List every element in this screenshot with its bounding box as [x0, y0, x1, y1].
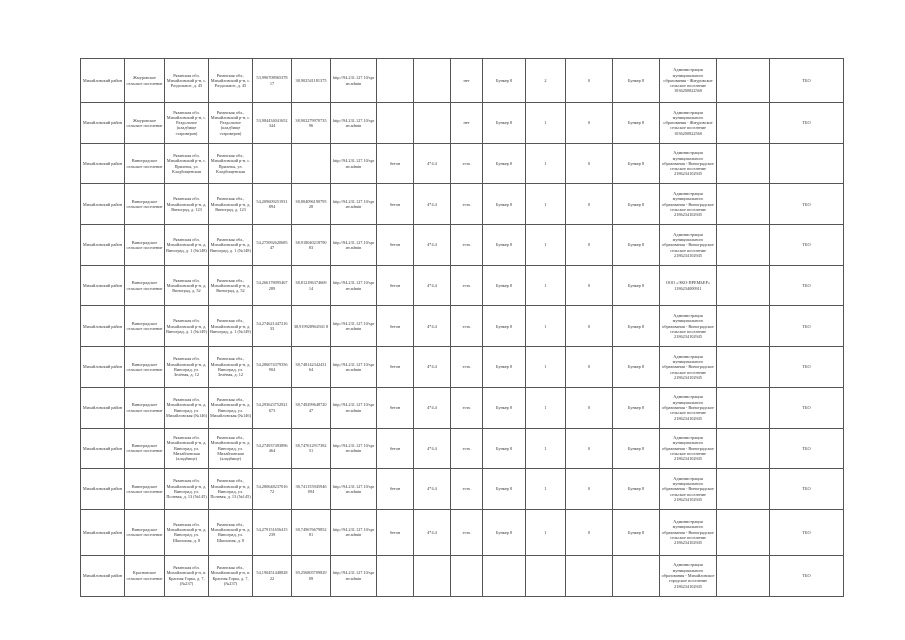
- table-cell: Бункер 8: [613, 184, 660, 225]
- table-cell: бетон: [377, 225, 414, 266]
- table-cell: есть: [451, 387, 483, 428]
- table-cell: бетон: [377, 387, 414, 428]
- table-cell: [717, 387, 770, 428]
- table-cell: 38,748142342431 64: [292, 347, 331, 388]
- table-cell: 4*4.4: [414, 225, 451, 266]
- table-cell: [377, 59, 414, 103]
- table-cell: Рязанская обл., Михайловский р-н, с. Раздольное (кладбище староверов): [209, 103, 253, 144]
- table-cell: есть: [451, 469, 483, 510]
- table-cell: Рязанская обл. Михайловский р-н, с. Раздольное (кладбище староверов): [165, 103, 209, 144]
- table-cell: ТБО: [770, 509, 844, 555]
- table-cell: Михайловский район: [81, 265, 125, 306]
- table-cell: http://94.231.127.10/spr ит.admin: [331, 103, 377, 144]
- table-cell: Рязанская обл. Михайловский р-н, с. Прилепы, ул. Кладбищенская: [165, 143, 209, 184]
- table-cell: 0: [566, 59, 613, 103]
- table-cell: 0: [566, 306, 613, 347]
- table-cell: Администрация муниципального образования - Виноградское сельское поселение 2186234102945: [660, 184, 717, 225]
- table-cell: Администрация муниципального образования - Виноградское сельское поселение 2186234102945: [660, 143, 717, 184]
- table-cell: http://94.231.127.10/spr ит.admin: [331, 143, 377, 184]
- table-cell: 54,274621447216 33: [253, 306, 292, 347]
- table-cell: [414, 59, 451, 103]
- table-cell: Администрация муниципального образования - Жмуровское сельское поселение 1036200822560: [660, 103, 717, 144]
- table-cell: ТБО: [770, 555, 844, 596]
- table-cell: 38,812186374669 14: [292, 265, 331, 306]
- table-cell: Администрация муниципального образования - Виноградское сельское поселение 2186234102945: [660, 428, 717, 469]
- table-cell: 54,279151656415 239: [253, 509, 292, 555]
- table-cell: 1: [526, 347, 566, 388]
- table-cell: бетон: [377, 265, 414, 306]
- table-cell: Рязанская обл. Михайловский р-н, с. Раздольное, д. 45: [165, 59, 209, 103]
- table-cell: 0: [566, 347, 613, 388]
- table-cell: http://94.231.127.10/spr ит.admin: [331, 265, 377, 306]
- table-cell: 1: [526, 184, 566, 225]
- table-cell: Бункер 8: [483, 347, 526, 388]
- table-cell: Рязанская обл., Михайловский р-н, д. Виноград, ул. Школьная, д. 8: [209, 509, 253, 555]
- table-cell: 54,286074379356 904: [253, 347, 292, 388]
- table-cell: есть: [451, 306, 483, 347]
- table-cell: Рязанская обл. Михайловский р-н, д. Виноград, ул. Михайловская (кладбище): [165, 428, 209, 469]
- table-cell: http://94.231.127.10/spr ит.admin: [331, 59, 377, 103]
- table-cell: [717, 265, 770, 306]
- table-cell: [717, 143, 770, 184]
- table-cell: есть: [451, 225, 483, 266]
- table-cell: [377, 103, 414, 144]
- table-cell: Виноградское сельское поселение: [125, 509, 165, 555]
- table-cell: Рязанская обл. Михайловский р-н, д. Виноград, ул. Полевая, д. 13 (№145): [165, 469, 209, 510]
- table-cell: 0: [566, 387, 613, 428]
- table-cell: ТБО: [770, 306, 844, 347]
- table-cell: http://94.231.127.10/spr ит.admin: [331, 428, 377, 469]
- table-cell: 1: [526, 103, 566, 144]
- table-cell: Красновское сельское поселение: [125, 555, 165, 596]
- table-cell: Михайловский район: [81, 306, 125, 347]
- table-cell: [414, 103, 451, 144]
- table-cell: Бункер 8: [483, 59, 526, 103]
- table-cell: ТБО: [770, 59, 844, 103]
- table-cell: http://94.231.127.10/spr ит.admin: [331, 469, 377, 510]
- table-cell: 1: [526, 143, 566, 184]
- table-cell: Виноградское сельское поселение: [125, 184, 165, 225]
- table-cell: Виноградское сельское поселение: [125, 225, 165, 266]
- table-row: [81, 143, 844, 184]
- table-cell: http://94.231.127.10/spr ит.admin: [331, 306, 377, 347]
- table-cell: Михайловский район: [81, 103, 125, 144]
- table-cell: [717, 555, 770, 596]
- table-cell: 4*4.4: [414, 265, 451, 306]
- table-cell: 1: [526, 428, 566, 469]
- table-cell: Михайловский район: [81, 143, 125, 184]
- table-cell: 54,190451448828 22: [253, 555, 292, 596]
- table-cell: [717, 469, 770, 510]
- table-cell: [717, 306, 770, 347]
- table-cell: Рязанская обл., Михайловский р-н, д. Виноград, ул. Зелёная, д. 12: [209, 347, 253, 388]
- table-row: [81, 509, 844, 555]
- table-cell: 0: [566, 428, 613, 469]
- table-cell: ТБО: [770, 387, 844, 428]
- table-cell: Администрация муниципального образования - Михайловское городское поселение 2186234102945: [660, 555, 717, 596]
- table-cell: есть: [451, 347, 483, 388]
- table-cell: Бункер 8: [613, 387, 660, 428]
- table-cell: Бункер 8: [483, 143, 526, 184]
- table-cell: Бункер 8: [613, 265, 660, 306]
- table-cell: Администрация муниципального образования - Виноградское сельское поселение 2186234102945: [660, 225, 717, 266]
- table-cell: 4*4.4: [414, 184, 451, 225]
- table-cell: Бункер 8: [613, 306, 660, 347]
- table-cell: 53,984434041652 344: [253, 103, 292, 144]
- table-cell: бетон: [377, 306, 414, 347]
- table-cell: 4*4.4: [414, 428, 451, 469]
- table-cell: http://94.231.127.10/spr ит.admin: [331, 225, 377, 266]
- table-cell: Администрация муниципального образования - Виноградское сельское поселение 2186234102945: [660, 469, 717, 510]
- table-cell: Бункер 8: [613, 225, 660, 266]
- table-cell: Бункер 8: [483, 103, 526, 144]
- table-cell: Михайловский район: [81, 387, 125, 428]
- table-cell: Рязанская обл. Михайловский р-н, д. Виноград, д. 52: [165, 265, 209, 306]
- table-cell: [483, 555, 526, 596]
- table-cell: 38,741155945946 094: [292, 469, 331, 510]
- table-cell: [717, 59, 770, 103]
- table-cell: 2: [526, 59, 566, 103]
- table-cell: Бункер 8: [613, 509, 660, 555]
- table-cell: http://94.231.127.10/spr ит.admin: [331, 387, 377, 428]
- table-cell: Рязанская обл., Михайловский р-н, д. Виноград, д. 1 (№148): [209, 225, 253, 266]
- table-cell: Бункер 8: [613, 469, 660, 510]
- table-cell: [292, 143, 331, 184]
- table-row: [81, 469, 844, 510]
- table-cell: 4*4.4: [414, 306, 451, 347]
- table-cell: 53,996708965378 17: [253, 59, 292, 103]
- table-cell: Рязанская обл., Михайловский р-н, д. Виноград, д. 1 (№149): [209, 306, 253, 347]
- table-cell: ТБО: [770, 347, 844, 388]
- table-cell: 38,749299648720 47: [292, 387, 331, 428]
- table-cell: Рязанская обл., Михайловский р-н, с. Раздольное, д. 45: [209, 59, 253, 103]
- table-cell: Виноградское сельское поселение: [125, 347, 165, 388]
- table-cell: Рязанская обл. Михайловский р-н, д. Виноград, ул. Зелёная, д. 12: [165, 347, 209, 388]
- table-cell: Бункер 8: [483, 306, 526, 347]
- table-cell: 1: [526, 509, 566, 555]
- table-cell: ТБО: [770, 103, 844, 144]
- table-cell: Виноградское сельское поселение: [125, 387, 165, 428]
- table-cell: бетон: [377, 347, 414, 388]
- table-row: [81, 306, 844, 347]
- table-cell: 38,747612917382 51: [292, 428, 331, 469]
- table-row: [81, 428, 844, 469]
- table-cell: 39,256805709829 09: [292, 555, 331, 596]
- document-sheet: [80, 58, 843, 597]
- table-cell: Бункер 8: [483, 509, 526, 555]
- table-cell: Рязанская обл., Михайловский р-н, п. Красная Горка, д. 7, (№237): [209, 555, 253, 596]
- table-cell: 4*4.4: [414, 387, 451, 428]
- table-cell: Виноградское сельское поселение: [125, 143, 165, 184]
- table-cell: 1: [526, 387, 566, 428]
- table-cell: 54,209609251931 894: [253, 184, 292, 225]
- table-cell: Рязанская обл. Михайловский р-н, д. Виноград, ул. Михайловская (№146): [165, 387, 209, 428]
- table-cell: [451, 555, 483, 596]
- table-row: [81, 555, 844, 596]
- table-cell: 1: [526, 469, 566, 510]
- table-cell: 4*4.4: [414, 469, 451, 510]
- table-cell: [717, 347, 770, 388]
- table-cell: 0: [566, 225, 613, 266]
- table-cell: [253, 143, 292, 184]
- table-cell: нет: [451, 103, 483, 144]
- table-cell: 54,275092620685 47: [253, 225, 292, 266]
- table-cell: ТБО: [770, 469, 844, 510]
- table-cell: Рязанская обл. Михайловский р-н, д. Виноград, д. 1 (№149): [165, 306, 209, 347]
- table-cell: Бункер 8: [613, 347, 660, 388]
- table-cell: Михайловский район: [81, 225, 125, 266]
- table-cell: Жмуровское сельское поселение: [125, 59, 165, 103]
- table-cell: [526, 555, 566, 596]
- table-cell: Бункер 8: [483, 184, 526, 225]
- table-cell: 0: [566, 103, 613, 144]
- table-cell: 38,902279970735 96: [292, 103, 331, 144]
- table-cell: Администрация муниципального образования - Виноградское сельское поселение 2186234102945: [660, 509, 717, 555]
- table-cell: Рязанская обл., Михайловский р-н, д. Виноград, ул. Михайловская (№146): [209, 387, 253, 428]
- table-cell: есть: [451, 428, 483, 469]
- table-cell: [566, 555, 613, 596]
- table-cell: Виноградское сельское поселение: [125, 265, 165, 306]
- table-cell: Бункер 8: [483, 387, 526, 428]
- table-cell: Михайловский район: [81, 347, 125, 388]
- table-cell: 54,274937493896 464: [253, 428, 292, 469]
- table-cell: Рязанская обл. Михайловский р-н, д. Виноград, д. 123: [165, 184, 209, 225]
- table-cell: Виноградское сельское поселение: [125, 469, 165, 510]
- table-cell: Бункер 8: [613, 103, 660, 144]
- table-cell: http://94.231.127.10/spr ит.admin: [331, 509, 377, 555]
- table-cell: Рязанская обл., Михайловский р-н, д. Виноград, д. 123: [209, 184, 253, 225]
- table-cell: нет: [451, 59, 483, 103]
- table-cell: [717, 225, 770, 266]
- table-cell: Виноградское сельское поселение: [125, 428, 165, 469]
- table-cell: [717, 184, 770, 225]
- table-cell: Михайловский район: [81, 59, 125, 103]
- table-row: [81, 265, 844, 306]
- table-cell: 38,918040218790 83: [292, 225, 331, 266]
- table-cell: 38,749676679852 81: [292, 509, 331, 555]
- table-cell: ТБО: [770, 184, 844, 225]
- table-cell: есть: [451, 509, 483, 555]
- table-cell: 0: [566, 265, 613, 306]
- table-cell: есть: [451, 184, 483, 225]
- table-cell: 0: [566, 184, 613, 225]
- table-cell: Администрация муниципального образования - Жмуровское сельское поселение 1036200822560: [660, 59, 717, 103]
- table-cell: Администрация муниципального образования - Виноградское сельское поселение 2186234102945: [660, 387, 717, 428]
- table-cell: 38,902541181375: [292, 59, 331, 103]
- table-cell: Администрация муниципального образования - Виноградское сельское поселение 2186234102945: [660, 347, 717, 388]
- table-cell: Бункер 8: [483, 428, 526, 469]
- table-cell: Рязанская обл. Михайловский р-н, д. Виноград, ул. Школьная, д. 8: [165, 509, 209, 555]
- table-cell: есть: [451, 143, 483, 184]
- table-cell: Михайловский район: [81, 428, 125, 469]
- table-row: [81, 347, 844, 388]
- table-cell: Бункер 8: [613, 59, 660, 103]
- table-cell: Бункер 8: [483, 225, 526, 266]
- table-cell: 54,266178095467 289: [253, 265, 292, 306]
- table-cell: 4*4.4: [414, 509, 451, 555]
- table-cell: 54,280648237016 72: [253, 469, 292, 510]
- table-cell: бетон: [377, 469, 414, 510]
- table-cell: 0: [566, 469, 613, 510]
- table-cell: бетон: [377, 143, 414, 184]
- table-cell: Рязанская обл. Михайловский р-н, п. Красная Горка, д. 7, (№237): [165, 555, 209, 596]
- table-cell: Бункер 8: [483, 469, 526, 510]
- table-cell: Михайловский район: [81, 509, 125, 555]
- table-cell: 1: [526, 306, 566, 347]
- table-cell: ТБО: [770, 265, 844, 306]
- table-cell: бетон: [377, 509, 414, 555]
- table-row: [81, 103, 844, 144]
- table-cell: 1: [526, 265, 566, 306]
- table-cell: [717, 428, 770, 469]
- table-cell: 0: [566, 143, 613, 184]
- table-cell: Михайловский район: [81, 555, 125, 596]
- table-cell: 0: [566, 509, 613, 555]
- table-cell: Михайловский район: [81, 184, 125, 225]
- table-body: [81, 59, 844, 597]
- table-cell: [770, 143, 844, 184]
- table-cell: Бункер 8: [483, 265, 526, 306]
- table-cell: Рязанская обл., Михайловский р-н, с. Прилепы, ул. Кладбищенская: [209, 143, 253, 184]
- table-cell: Администрация муниципального образования - Виноградское сельское поселение 2186234102945: [660, 306, 717, 347]
- table-cell: Бункер 8: [613, 143, 660, 184]
- table-cell: Рязанская обл., Михайловский р-н, д. Виноград, ул. Полевая, д. 13 (№145): [209, 469, 253, 510]
- table-cell: ТБО: [770, 428, 844, 469]
- table-cell: [613, 555, 660, 596]
- table-row: [81, 225, 844, 266]
- table-row: [81, 59, 844, 103]
- table-cell: [717, 103, 770, 144]
- table-cell: Жмуровское сельское поселение: [125, 103, 165, 144]
- table-cell: http://94.231.127.10/spr ит.admin: [331, 184, 377, 225]
- table-cell: http://94.231.127.10/spr ит.admin: [331, 347, 377, 388]
- table-cell: 38,804096190795 28: [292, 184, 331, 225]
- table-cell: ТБО: [770, 225, 844, 266]
- table-row: [81, 184, 844, 225]
- table-cell: [377, 555, 414, 596]
- table-cell: бетон: [377, 428, 414, 469]
- table-row: [81, 387, 844, 428]
- table-cell: 38,919928962941 8: [292, 306, 331, 347]
- table-cell: Бункер 8: [613, 428, 660, 469]
- table-cell: бетон: [377, 184, 414, 225]
- table-cell: есть: [451, 265, 483, 306]
- table-cell: 1: [526, 225, 566, 266]
- table-cell: 4*4.4: [414, 347, 451, 388]
- table-cell: ООО «ЭКО-ПРЕМЬЕР» 1186234000911: [660, 265, 717, 306]
- table-cell: Рязанская обл., Михайловский р-н, д. Виноград, д. 52: [209, 265, 253, 306]
- waste-sites-table: [80, 58, 844, 597]
- table-cell: Рязанская обл. Михайловский р-н, д. Виноград, д. 1 (№148): [165, 225, 209, 266]
- table-cell: http://94.231.127.10/spr ит.admin: [331, 555, 377, 596]
- table-cell: Рязанская обл., Михайловский р-н, д. Виноград, ул. Михайловская (кладбище): [209, 428, 253, 469]
- table-cell: 4*4.4: [414, 143, 451, 184]
- table-cell: Виноградское сельское поселение: [125, 306, 165, 347]
- table-cell: [414, 555, 451, 596]
- table-cell: [717, 509, 770, 555]
- table-cell: Михайловский район: [81, 469, 125, 510]
- table-cell: 54,293623752921 673: [253, 387, 292, 428]
